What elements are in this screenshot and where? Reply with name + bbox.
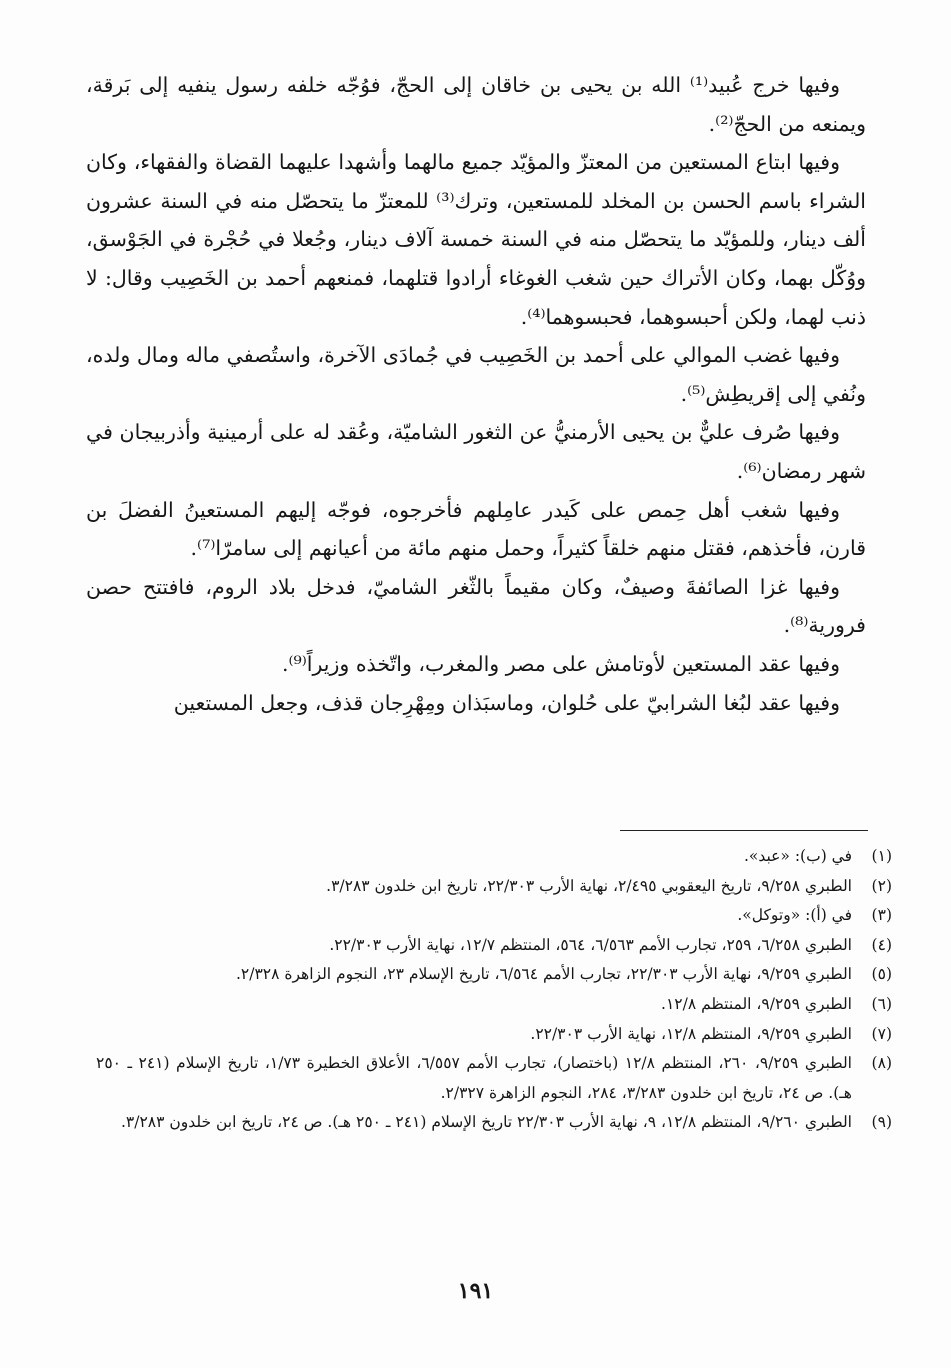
footnote-number: (٨) (871, 1054, 892, 1073)
footnote-number: (٣) (871, 906, 892, 925)
footnote-item (96, 1020, 892, 1050)
footnote-number: (١) (871, 847, 892, 865)
footnote-number: (٥) (871, 965, 892, 984)
paragraph-7: وفيها عقد المستعين لأوتامش على مصر والمغرب، واتّخذه وزيراً⁽⁹⁾. (281, 651, 840, 676)
footnote-text: في (ب): «عبد». (743, 847, 852, 865)
footnote-number: (٩) (871, 1113, 892, 1132)
footnote-text: الطبري ٩/٢٥٩، المنتظم ١٢/٨. (661, 994, 852, 1013)
footnote-separator-rule (620, 830, 868, 831)
paragraph-4: وفيها صُرف عليٌّ بن يحيى الأرمنيُّ عن الثغور الشاميّة، وعُقد له على أرمينية وأذربيجان في شهر رمضان⁽⁶⁾. (86, 420, 866, 483)
footnote-text: في (أ): «وتوكل». (737, 906, 852, 925)
footnotes-section (96, 842, 892, 1138)
footnote-number: (٤) (871, 935, 892, 954)
footnote-item (96, 1108, 892, 1138)
footnote-item (96, 931, 892, 961)
paragraph-2: وفيها ابتاع المستعين من المعتزّ والمؤيّد جميع مالهما وأشهدا عليهما القضاة والفقهاء، وكان الشراء باسم الحسن بن المخلد للمستعين، وترك⁽³⁾ للمعتزّ ما يتحصّل منه في السنة عشرون ألف دينار، وللمؤيّد ما يتحصّل منه في السنة خمسة آلاف دينار، وجُعلا في حُجْرة في الجَوْسق، ووُكّل بهما، وكان الأتراك حين شغب الغوغاء أرادوا قتلهما، فمنعهم أحمد بن الخَصِيب وقال: لا ذنب لهما، ولكن أحبسوهما، فحبسوهما⁽⁴⁾. (86, 150, 867, 329)
paragraph-1: وفيها خرج عُبيد⁽¹⁾ الله بن يحيى بن خاقان إلى الحجّ، فوُجّه خلفه رسول ينفيه إلى بَرقة، ويمنعه من الحجّ⁽²⁾. (86, 73, 866, 136)
footnote-item (96, 1049, 892, 1108)
footnote-text: الطبري ٦/٢٥٨، ٢٥٩، تجارب الأمم ٦/٥٦٣، ٥٦٤، المنتظم ١٢/٧، نهاية الأرب ٢٢/٣٠٣. (329, 935, 852, 954)
footnote-text: الطبري ٩/٢٥٩، المنتظم ١٢/٨، نهاية الأرب ٢٢/٣٠٣. (530, 1024, 852, 1043)
paragraph-8: وفيها عقد لبُغا الشرابيّ على حُلوان، وماسبَذان ومِهْرِجان قذف، وجعل المستعين (173, 690, 840, 715)
page-number: ١٩١ (457, 1278, 494, 1304)
footnote-item (96, 842, 892, 872)
footnote-number: (٢) (871, 876, 892, 895)
paragraph-5: وفيها شغب أهل حِمص على كَيدر عامِلهم فأخرجوه، فوجّه إليهم المستعينُ الفضلَ بن قارن، فأخذهم، فقتل منهم خلقاً كثيراً، وحمل منهم مائة من أعيانهم إلى سامرّا⁽⁷⁾. (86, 497, 866, 561)
footnote-number: (٦) (871, 994, 892, 1013)
footnote-item (96, 990, 892, 1020)
paragraph-3: وفيها غضب الموالي على أحمد بن الخَصِيب في جُمادَى الآخرة، واستُصفي ماله ومال ولده، ونُفي إلى إقريطِش⁽⁵⁾. (86, 343, 866, 406)
footnote-item (96, 960, 892, 990)
footnote-item (96, 872, 892, 902)
paragraph-6: وفيها غزا الصائفةَ وصيفٌ، وكان مقيماً بالثّغر الشاميّ، فدخل بلاد الروم، فافتتح حصن فرورية⁽⁸⁾. (86, 574, 866, 638)
main-text-body (86, 66, 866, 722)
footnote-text: الطبري ٩/٢٦٠، المنتظم ١٢/٨، ٩، نهاية الأرب ٢٢/٣٠٣ تاريخ الإسلام (٢٤١ ـ ٢٥٠ هـ). ص ٢٤، تاريخ ابن خلدون ٣/٢٨٣. (120, 1113, 852, 1132)
footnote-text: الطبري ٩/٢٥٩، ٢٦٠، المنتظم ١٢/٨ (باختصار)، تجارب الأمم ٦/٥٥٧، الأعلاق الخطيرة ١/٧٣، تاريخ الإسلام (٢٤١ ـ ٢٥٠ هـ). ص ٢٤، تاريخ ابن خلدون ٣/٢٨٣، ٢٨٤، النجوم الزاهرة ٢/٣٢٧. (96, 1054, 852, 1102)
footnote-text: الطبري ٩/٢٥٨، تاريخ اليعقوبي ٢/٤٩٥، نهاية الأرب ٢٢/٣٠٣، تاريخ ابن خلدون ٣/٢٨٣. (326, 876, 852, 895)
footnote-item (96, 901, 892, 931)
footnote-text: الطبري ٩/٢٥٩، نهاية الأرب ٢٢/٣٠٣، تجارب الأمم ٦/٥٦٤، تاريخ الإسلام ٢٣، النجوم الزاهرة ٢/٣٢٨. (235, 965, 852, 984)
footnote-number: (٧) (871, 1024, 892, 1043)
